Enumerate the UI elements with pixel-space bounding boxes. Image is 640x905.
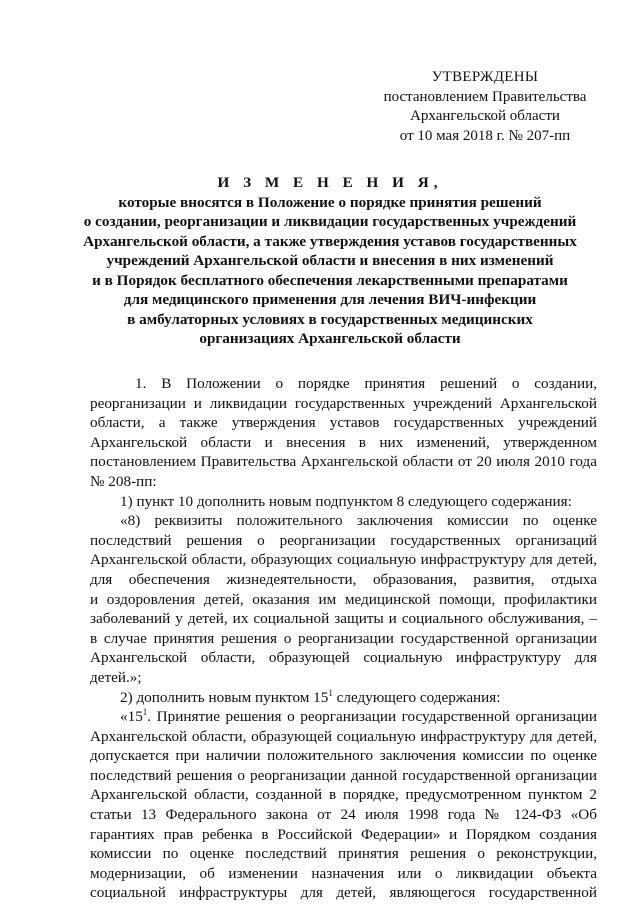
item-text: следующего содержания: xyxy=(332,688,501,706)
quote-line: для обеспечения жизнедеятельности, образования, развития, отдыха xyxy=(90,570,597,588)
quote-line xyxy=(90,707,597,727)
quote-text: «15 xyxy=(120,708,143,726)
item-text: 2) дополнить новым пунктом 15 xyxy=(120,688,329,706)
quote-line: статьи 13 Федерального закона от 24 июля 1998 года № 124-ФЗ «Об xyxy=(90,806,597,824)
title-line: о создании, реорганизации и ликвидации государственных учреждений xyxy=(83,213,577,230)
approval-line-3: от 10 мая 2018 г. № 207-пп xyxy=(399,127,571,144)
approval-line-1: постановлением Правительства xyxy=(383,88,587,105)
quote-line: социальной инфраструктуры для детей, являющегося государственной xyxy=(90,884,597,902)
quote-line: допускается при наличии положительного заключения комиссии по оценке xyxy=(90,747,597,765)
document-title xyxy=(60,173,600,349)
paragraph-line: реорганизации и ликвидации государственных учреждений Архангельской xyxy=(90,394,597,412)
quote-line: Архангельской области, созданной в порядке, предусмотренном пунктом 2 xyxy=(90,786,597,804)
superscript: 1 xyxy=(142,707,148,718)
paragraph-line: области, а также утверждения уставов государственных учреждений xyxy=(90,414,597,432)
quote-line: детей.»; xyxy=(90,668,142,686)
title-line: организациях Архангельской области xyxy=(199,330,461,347)
quote-line: в случае принятия решения о реорганизации государственной организации xyxy=(90,629,597,647)
quote-line: модернизации, об изменении назначения или о ликвидации объекта xyxy=(90,864,597,882)
quote-text: . Принятие решения о реорганизации государственной организации xyxy=(147,708,597,726)
quote-line: Архангельской области, образующих социальную инфраструктуру для детей, xyxy=(90,551,597,569)
quote-line: Архангельской области, образующей социальную инфраструктуру для xyxy=(90,649,597,667)
title-line: и в Порядок бесплатного обеспечения лекарственными препаратами xyxy=(92,271,568,289)
quote-line: Архангельской области, образующей социальную инфраструктуру для детей, xyxy=(90,727,597,745)
superscript: 1 xyxy=(328,687,333,698)
title-heading: И З М Е Н Е Н И Я, xyxy=(217,174,443,191)
title-line: Архангельской области, а также утверждения уставов государственных xyxy=(83,232,577,250)
list-item-1: 1) пункт 10 дополнить новым подпунктом 8 следующего содержания: xyxy=(120,492,572,510)
title-line: для медицинского применения для лечения ВИЧ-инфекции xyxy=(123,291,537,308)
quote-line: гарантиях прав ребенка в Российской Федерации» и Порядком создания xyxy=(90,825,597,843)
title-line: которые вносятся в Положение о порядке принятия решений xyxy=(118,193,542,211)
list-item-2 xyxy=(90,688,597,708)
approval-title: УТВЕРЖДЕНЫ xyxy=(431,69,539,85)
paragraph-line: № 208-пп: xyxy=(90,472,157,490)
quote-line: последствий решения о реорганизации государственных организаций xyxy=(90,531,597,549)
paragraph-line: 1. В Положении о порядке принятия решений о создании, xyxy=(135,375,597,392)
paragraph-line: постановлением Правительства Архангельской области от 20 июля 2010 года xyxy=(90,453,597,471)
quote-line: «8) реквизиты положительного заключения комиссии по оценке xyxy=(120,512,597,530)
quote-line: заболеваний у детей, их социальной защиты и социального обслуживания, – xyxy=(90,610,597,628)
approval-line-2: Архангельской области xyxy=(410,108,560,124)
paragraph-line: Архангельской области и внесения в них изменений, утвержденном xyxy=(90,433,597,451)
approval-block xyxy=(380,68,590,146)
title-line: в амбулаторных условиях в государственных медицинских xyxy=(127,310,533,328)
title-line: учреждений Архангельской области и внесения в них изменений xyxy=(106,252,554,269)
quote-line: и оздоровления детей, оказания им медицинской помощи, профилактики xyxy=(90,590,597,608)
document-body xyxy=(90,374,597,903)
quote-line: последствий решения о реорганизации данной государственной организации xyxy=(90,766,597,784)
quote-line: комиссии по оценке последствий принятия решения о реконструкции, xyxy=(90,845,597,863)
